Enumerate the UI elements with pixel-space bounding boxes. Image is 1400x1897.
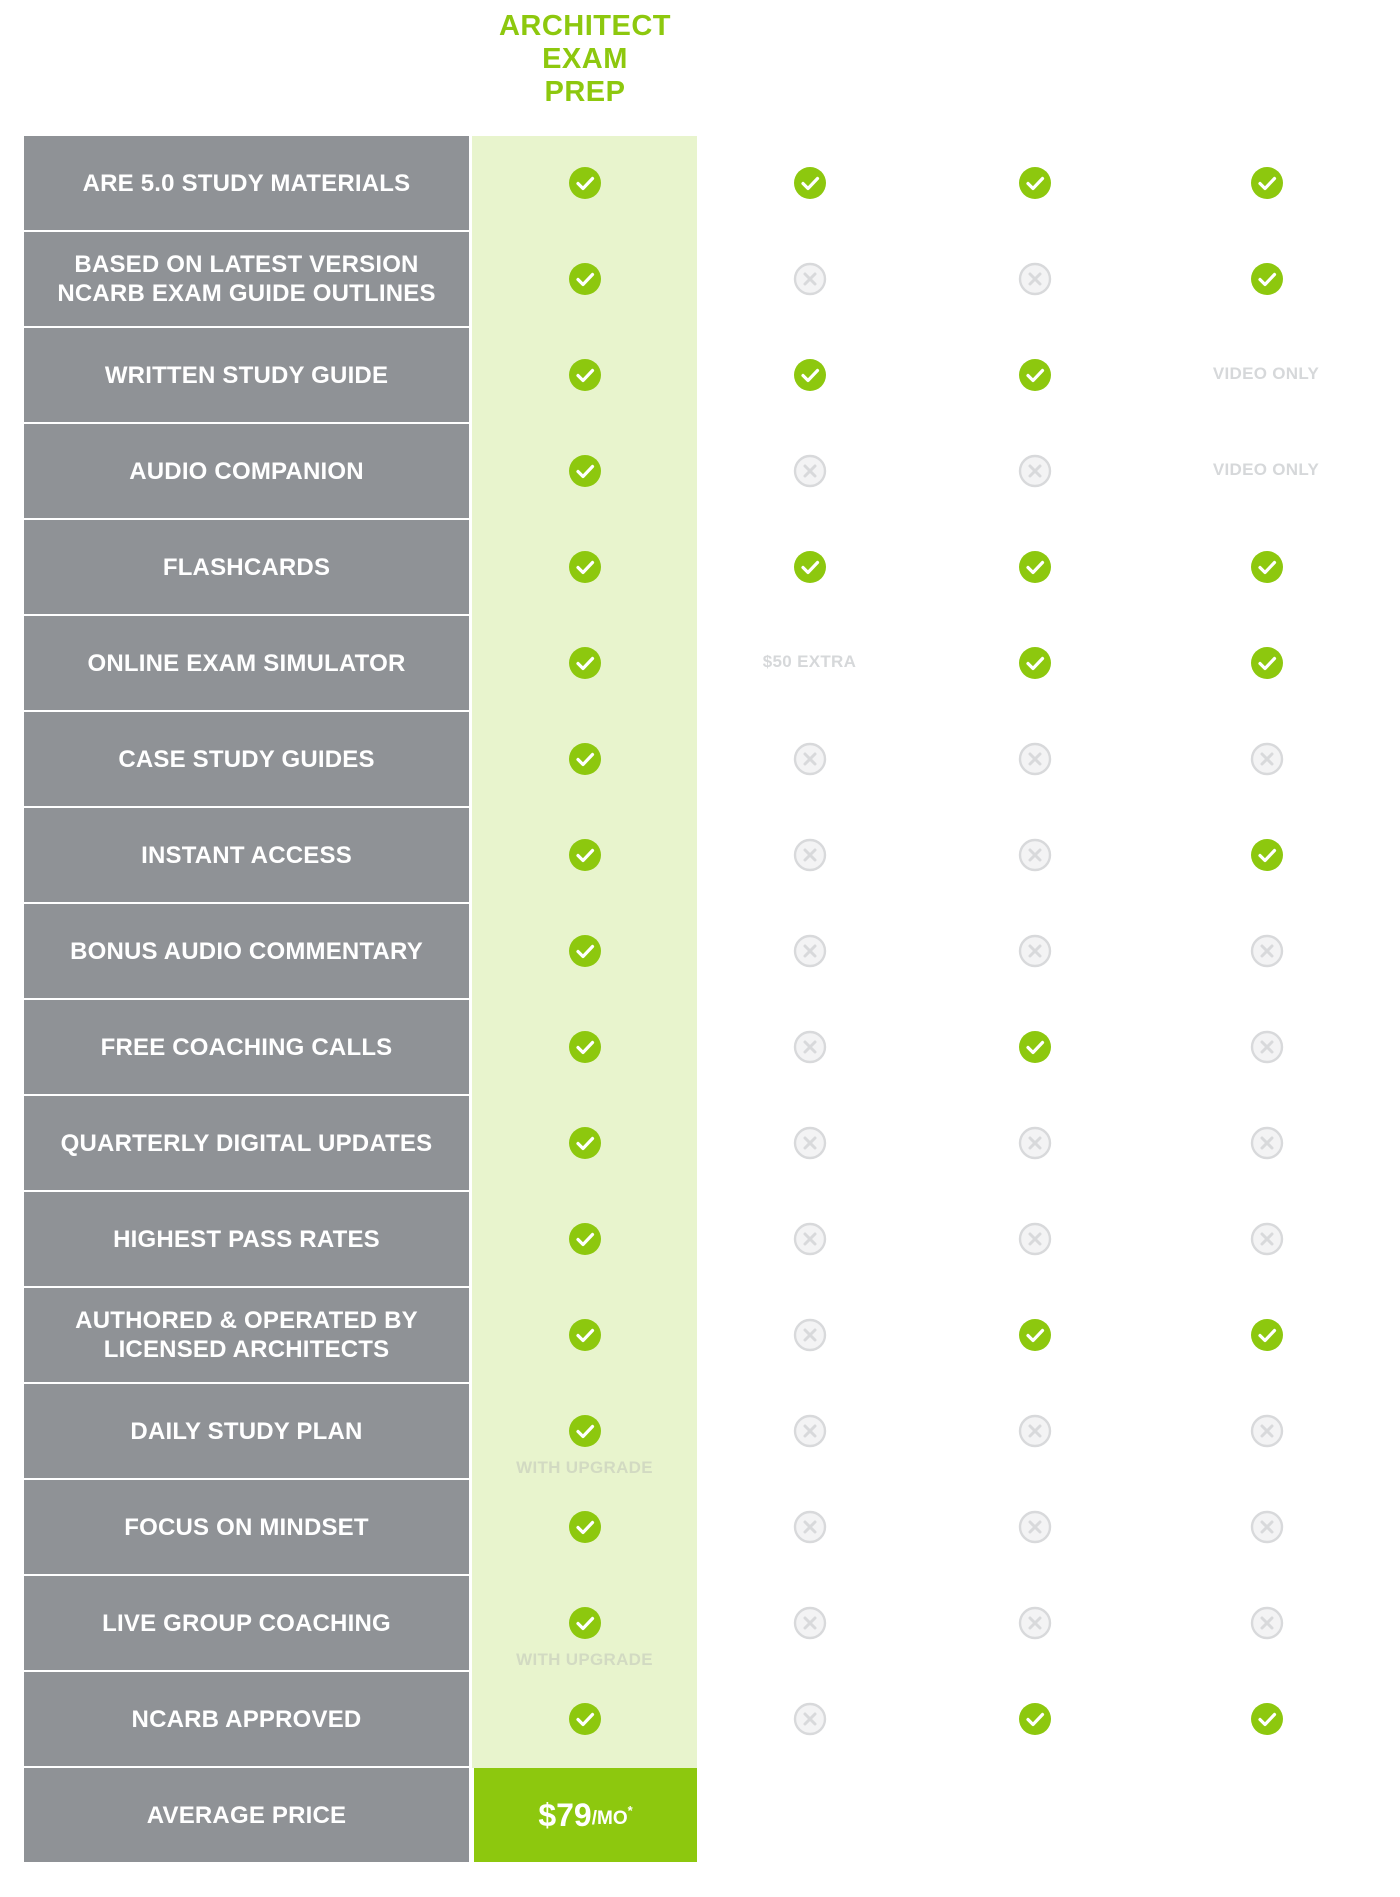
cell-note-text: VIDEO ONLY <box>1212 460 1320 479</box>
competitor-3-cell <box>1150 616 1375 710</box>
check-icon <box>568 838 602 872</box>
check-icon <box>568 1030 602 1064</box>
competitor-1-cell <box>697 808 922 902</box>
competitor-2-cell <box>922 232 1147 326</box>
check-icon <box>1018 1030 1052 1064</box>
check-icon <box>568 934 602 968</box>
feature-label: CASE STUDY GUIDES <box>24 712 469 806</box>
cross-icon <box>793 1126 827 1160</box>
architect-exam-prep-cell <box>472 712 697 806</box>
check-icon <box>568 1318 602 1352</box>
table-row <box>24 904 1400 998</box>
architect-exam-prep-cell <box>472 904 697 998</box>
competitor-1-cell <box>697 1288 922 1382</box>
architect-exam-prep-cell <box>472 424 697 518</box>
feature-label: AUTHORED & OPERATED BY LICENSED ARCHITECTS <box>24 1288 469 1382</box>
table-row <box>24 1384 1400 1478</box>
cross-icon <box>793 1318 827 1352</box>
competitor-2-cell <box>922 1576 1147 1670</box>
competitor-2-cell <box>922 808 1147 902</box>
check-icon <box>1250 1318 1284 1352</box>
competitor-3-cell <box>1150 1384 1375 1478</box>
check-icon <box>1018 1318 1052 1352</box>
competitor-1-cell <box>697 712 922 806</box>
competitor-2-cell <box>922 1672 1147 1766</box>
check-icon <box>1250 1702 1284 1736</box>
check-icon <box>793 166 827 200</box>
competitor-3-cell <box>1150 232 1375 326</box>
architect-exam-prep-cell <box>472 1576 697 1670</box>
competitor-2-cell <box>922 1480 1147 1574</box>
check-icon <box>568 166 602 200</box>
architect-exam-prep-cell <box>472 1288 697 1382</box>
check-icon <box>568 1414 602 1448</box>
feature-label: LIVE GROUP COACHING <box>24 1576 469 1670</box>
check-icon <box>568 358 602 392</box>
cross-icon <box>1018 1606 1052 1640</box>
competitor-1-cell <box>697 1384 922 1478</box>
cross-icon <box>793 838 827 872</box>
check-icon <box>793 550 827 584</box>
table-row <box>24 808 1400 902</box>
brand-title-line-3: PREP <box>544 76 626 108</box>
check-icon <box>568 742 602 776</box>
competitor-2-cell <box>922 904 1147 998</box>
cross-icon <box>793 1510 827 1544</box>
comparison-table <box>24 136 1400 1864</box>
brand-column-title <box>470 10 700 109</box>
architect-exam-prep-cell <box>472 1480 697 1574</box>
competitor-3-cell <box>1150 808 1375 902</box>
price-badge <box>474 1768 697 1862</box>
architect-exam-prep-cell <box>472 1672 697 1766</box>
competitor-1-cell <box>697 232 922 326</box>
feature-label: ARE 5.0 STUDY MATERIALS <box>24 136 469 230</box>
cross-icon <box>793 742 827 776</box>
cross-icon <box>793 934 827 968</box>
competitor-1-cell <box>697 1000 922 1094</box>
brand-title-line-2: EXAM <box>542 43 628 75</box>
feature-label: FLASHCARDS <box>24 520 469 614</box>
cross-icon <box>1018 934 1052 968</box>
feature-label: HIGHEST PASS RATES <box>24 1192 469 1286</box>
upgrade-note: WITH UPGRADE <box>516 1458 653 1477</box>
check-icon <box>568 1702 602 1736</box>
competitor-2-cell <box>922 616 1147 710</box>
cross-icon <box>1018 742 1052 776</box>
feature-label: FOCUS ON MINDSET <box>24 1480 469 1574</box>
competitor-1-cell <box>697 1576 922 1670</box>
architect-exam-prep-cell <box>472 1096 697 1190</box>
cell-note-text: VIDEO ONLY <box>1212 364 1320 383</box>
competitor-2-cell <box>922 520 1147 614</box>
architect-exam-prep-cell <box>472 136 697 230</box>
competitor-3-cell <box>1150 1672 1375 1766</box>
architect-exam-prep-cell <box>472 232 697 326</box>
competitor-3-cell <box>1150 1288 1375 1382</box>
check-icon <box>568 1222 602 1256</box>
check-icon <box>1018 1702 1052 1736</box>
competitor-3-cell <box>1150 1192 1375 1286</box>
table-row <box>24 232 1400 326</box>
cell-note-text: $50 EXTRA <box>762 652 857 671</box>
cross-icon <box>793 1606 827 1640</box>
table-row <box>24 1576 1400 1670</box>
table-row <box>24 328 1400 422</box>
feature-label: NCARB APPROVED <box>24 1672 469 1766</box>
architect-exam-prep-cell <box>472 328 697 422</box>
check-icon <box>1018 646 1052 680</box>
cross-icon <box>1250 1222 1284 1256</box>
competitor-1-cell <box>697 616 922 710</box>
cross-icon <box>1250 934 1284 968</box>
competitor-2-cell <box>922 1000 1147 1094</box>
competitor-2-cell <box>922 328 1147 422</box>
table-row <box>24 1192 1400 1286</box>
cross-icon <box>793 262 827 296</box>
feature-label: AVERAGE PRICE <box>24 1768 469 1862</box>
competitor-1-cell <box>697 1672 922 1766</box>
cross-icon <box>1250 742 1284 776</box>
competitor-1-cell <box>697 1192 922 1286</box>
cross-icon <box>1250 1510 1284 1544</box>
check-icon <box>568 1126 602 1160</box>
competitor-1-cell <box>697 520 922 614</box>
check-icon <box>568 1606 602 1640</box>
check-icon <box>1250 262 1284 296</box>
architect-exam-prep-cell <box>472 616 697 710</box>
check-icon <box>1250 838 1284 872</box>
cross-icon <box>1018 1414 1052 1448</box>
competitor-2-cell <box>922 136 1147 230</box>
table-row <box>24 1096 1400 1190</box>
table-row <box>24 136 1400 230</box>
feature-label: AUDIO COMPANION <box>24 424 469 518</box>
cross-icon <box>1018 262 1052 296</box>
competitor-2-cell <box>922 424 1147 518</box>
check-icon <box>1018 550 1052 584</box>
competitor-2-cell <box>922 1192 1147 1286</box>
check-icon <box>568 550 602 584</box>
architect-exam-prep-cell <box>472 1192 697 1286</box>
price-unit: /MO <box>591 1808 628 1829</box>
cross-icon <box>1018 1126 1052 1160</box>
cross-icon <box>1250 1606 1284 1640</box>
table-row <box>24 1288 1400 1382</box>
competitor-3-cell <box>1150 136 1375 230</box>
cross-icon <box>793 1222 827 1256</box>
competitor-2-cell <box>922 1096 1147 1190</box>
cross-icon <box>793 454 827 488</box>
feature-label: BONUS AUDIO COMMENTARY <box>24 904 469 998</box>
competitor-3-cell <box>1150 1096 1375 1190</box>
competitor-3-cell <box>1150 328 1375 422</box>
competitor-1-cell <box>697 1480 922 1574</box>
competitor-1-cell <box>697 136 922 230</box>
upgrade-note: WITH UPGRADE <box>516 1650 653 1669</box>
architect-exam-prep-cell <box>472 1384 697 1478</box>
check-icon <box>1250 646 1284 680</box>
architect-exam-prep-cell <box>472 520 697 614</box>
cross-icon <box>1018 454 1052 488</box>
cross-icon <box>1250 1126 1284 1160</box>
check-icon <box>568 454 602 488</box>
competitor-3-cell <box>1150 1000 1375 1094</box>
cross-icon <box>1250 1030 1284 1064</box>
competitor-3-cell <box>1150 520 1375 614</box>
check-icon <box>1250 166 1284 200</box>
price-amount: $79 <box>538 1796 592 1833</box>
cross-icon <box>1018 1222 1052 1256</box>
feature-label: FREE COACHING CALLS <box>24 1000 469 1094</box>
table-row <box>24 712 1400 806</box>
check-icon <box>1250 550 1284 584</box>
competitor-1-cell <box>697 424 922 518</box>
cross-icon <box>793 1414 827 1448</box>
competitor-2-cell <box>922 1384 1147 1478</box>
architect-exam-prep-cell <box>472 808 697 902</box>
cross-icon <box>1018 1510 1052 1544</box>
architect-exam-prep-cell <box>472 1000 697 1094</box>
feature-label: QUARTERLY DIGITAL UPDATES <box>24 1096 469 1190</box>
table-row <box>24 1480 1400 1574</box>
competitor-1-cell <box>697 328 922 422</box>
feature-label: ONLINE EXAM SIMULATOR <box>24 616 469 710</box>
feature-label: DAILY STUDY PLAN <box>24 1384 469 1478</box>
competitor-3-cell <box>1150 904 1375 998</box>
price-row <box>24 1768 1400 1862</box>
feature-label: INSTANT ACCESS <box>24 808 469 902</box>
brand-title-line-1: ARCHITECT <box>498 10 672 42</box>
cross-icon <box>793 1702 827 1736</box>
feature-label: BASED ON LATEST VERSION NCARB EXAM GUIDE OUTLINES <box>24 232 469 326</box>
check-icon <box>793 358 827 392</box>
competitor-3-cell <box>1150 1480 1375 1574</box>
competitor-1-cell <box>697 904 922 998</box>
check-icon <box>1018 358 1052 392</box>
table-row <box>24 1000 1400 1094</box>
table-row <box>24 424 1400 518</box>
feature-label: WRITTEN STUDY GUIDE <box>24 328 469 422</box>
table-row <box>24 520 1400 614</box>
competitor-3-cell <box>1150 1576 1375 1670</box>
cross-icon <box>793 1030 827 1064</box>
check-icon <box>1018 166 1052 200</box>
price-asterisk: * <box>627 1802 633 1818</box>
cross-icon <box>1250 1414 1284 1448</box>
competitor-1-cell <box>697 1096 922 1190</box>
competitor-3-cell <box>1150 712 1375 806</box>
table-row <box>24 1672 1400 1766</box>
check-icon <box>568 1510 602 1544</box>
competitor-3-cell <box>1150 424 1375 518</box>
check-icon <box>568 646 602 680</box>
cross-icon <box>1018 838 1052 872</box>
competitor-2-cell <box>922 712 1147 806</box>
check-icon <box>568 262 602 296</box>
competitor-2-cell <box>922 1288 1147 1382</box>
table-row <box>24 616 1400 710</box>
